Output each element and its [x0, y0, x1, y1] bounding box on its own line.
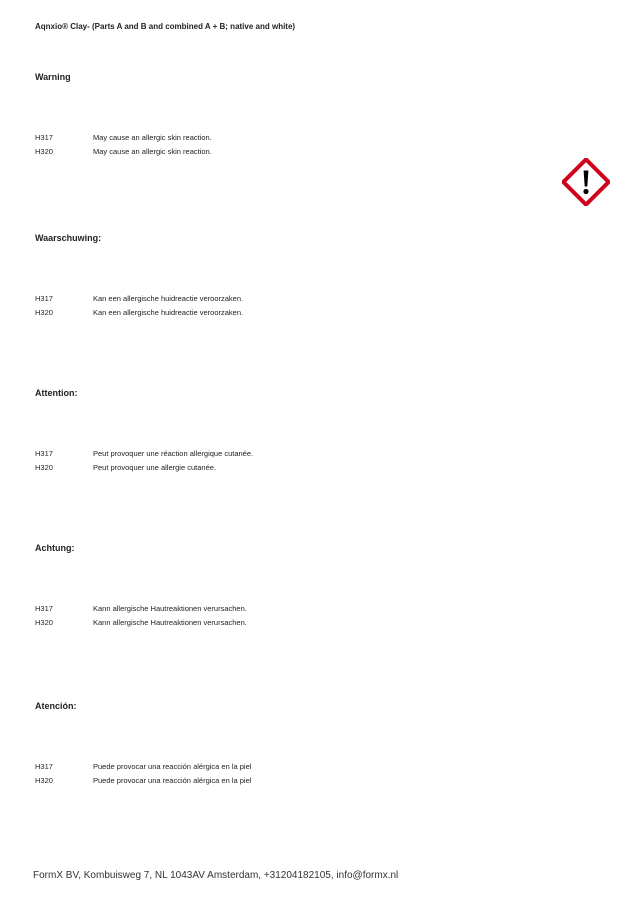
hazard-statement-list	[35, 131, 555, 159]
signal-word-heading: Achtung:	[35, 543, 75, 553]
hazard-statement	[35, 461, 555, 475]
hazard-code: H320	[35, 618, 53, 627]
hazard-text: Puede provocar una reacción alérgica en la piel	[93, 762, 252, 771]
document-title: Aqnxio® Clay- (Parts A and B and combined A + B; native and white)	[35, 22, 296, 31]
hazard-text: Kan een allergische huidreactie veroorzaken.	[93, 294, 244, 303]
hazard-code: H320	[35, 463, 53, 472]
document-footer: FormX BV, Kombuisweg 7, NL 1043AV Amsterdam, +31204182105, info@formx.nl	[33, 870, 399, 881]
hazard-statement	[35, 292, 555, 306]
signal-word-heading: Waarschuwing:	[35, 233, 102, 243]
signal-word-heading: Attention:	[35, 388, 78, 398]
hazard-code: H320	[35, 776, 53, 785]
signal-word-heading: Atención:	[35, 701, 77, 711]
hazard-text: Peut provoquer une réaction allergique cutanée.	[93, 449, 254, 458]
hazard-text: Kan een allergische huidreactie veroorzaken.	[93, 308, 244, 317]
hazard-statement	[35, 447, 555, 461]
ghs-exclamation-mark-icon	[562, 158, 610, 206]
hazard-code: H317	[35, 604, 53, 613]
hazard-statement	[35, 145, 555, 159]
hazard-statement-list	[35, 447, 555, 475]
signal-word-heading: Warning	[35, 72, 71, 82]
hazard-code: H320	[35, 308, 53, 317]
hazard-statement	[35, 616, 555, 630]
hazard-code: H317	[35, 449, 53, 458]
hazard-statement	[35, 602, 555, 616]
hazard-code: H317	[35, 294, 53, 303]
hazard-text: May cause an allergic skin reaction.	[93, 133, 212, 142]
hazard-text: Peut provoquer une allergie cutanée.	[93, 463, 217, 472]
hazard-text: May cause an allergic skin reaction.	[93, 147, 212, 156]
hazard-statement-list	[35, 760, 555, 788]
hazard-code: H317	[35, 762, 53, 771]
hazard-statement	[35, 131, 555, 145]
hazard-text: Kann allergische Hautreaktionen verursachen.	[93, 618, 247, 627]
hazard-code: H317	[35, 133, 53, 142]
hazard-text: Puede provocar una reacción alérgica en la piel	[93, 776, 252, 785]
hazard-statement	[35, 774, 555, 788]
hazard-statement	[35, 760, 555, 774]
hazard-statement-list	[35, 602, 555, 630]
hazard-text: Kann allergische Hautreaktionen verursachen.	[93, 604, 247, 613]
hazard-code: H320	[35, 147, 53, 156]
hazard-statement-list	[35, 292, 555, 320]
hazard-statement	[35, 306, 555, 320]
